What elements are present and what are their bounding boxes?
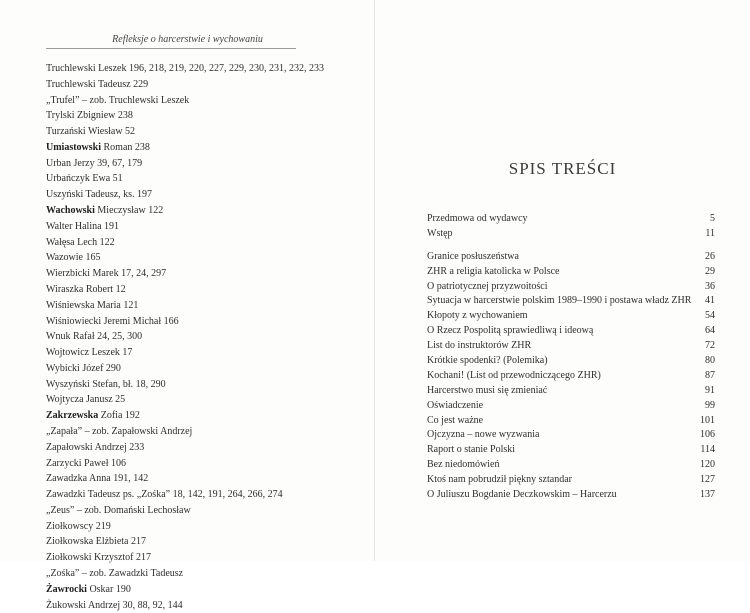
index-entry-bold-surname: Zakrzewska — [46, 410, 99, 422]
toc-entry-page-number: 11 — [705, 227, 715, 239]
toc-entry-page-number: 72 — [705, 340, 715, 352]
index-entry-text: Urbańczyk Ewa 51 — [46, 173, 123, 185]
index-entry — [46, 424, 346, 440]
toc-entry — [427, 354, 715, 369]
toc-entry — [427, 414, 715, 429]
index-entry — [46, 93, 346, 109]
toc-entry-page-number: 54 — [705, 310, 715, 322]
index-entry-text: Trylski Zbigniew 238 — [46, 110, 133, 122]
toc-entry-title: O Juliuszu Bogdanie Deczkowskim – Harcerzu — [427, 489, 617, 501]
index-entry-text: Mieczysław 122 — [94, 205, 164, 217]
toc-entry-title: List do instruktorów ZHR — [427, 340, 532, 352]
index-entry-text: Ziołkowski Krzysztof 217 — [46, 552, 151, 564]
index-entry-text: Truchlewski Leszek 196, 218, 219, 220, 227, 229, 230, 231, 232, 233 — [46, 63, 324, 74]
toc-entry — [427, 227, 715, 242]
index-entry-text: Żukowski Andrzej 30, 88, 92, 144 — [46, 599, 183, 611]
toc-entry-title: Harcerstwo musi się zmieniać — [427, 384, 548, 396]
toc-entry-title: Raport o stanie Polski — [427, 444, 516, 456]
toc-entry — [427, 280, 715, 295]
index-entry-text: Wałęsa Lech 122 — [46, 236, 115, 248]
index-entry-text: Urban Jerzy 39, 67, 179 — [46, 157, 143, 169]
toc-entry — [427, 428, 715, 443]
index-entry — [46, 314, 346, 330]
toc-entry-page-number: 106 — [700, 429, 715, 441]
index-entry — [46, 156, 346, 172]
toc-entry-page-number: 26 — [705, 250, 715, 262]
index-entry — [46, 250, 346, 266]
toc-entry-title: ZHR a religia katolicka w Polsce — [427, 265, 560, 277]
toc-entry — [427, 212, 715, 227]
table-of-contents — [427, 212, 715, 503]
index-entry — [46, 471, 346, 487]
index-entry-text: Wnuk Rafał 24, 25, 300 — [46, 331, 143, 343]
toc-entry — [427, 339, 715, 354]
toc-entry-page-number: 114 — [700, 444, 715, 456]
index-entry-text: Zapałowski Andrzej 233 — [46, 441, 145, 453]
index-entry — [46, 124, 346, 140]
index-entry-bold-surname: Umiastowski — [46, 141, 102, 153]
index-entry-text: Ziołkowscy 219 — [46, 520, 111, 532]
index-entry — [46, 140, 346, 156]
index-entry-text: Uszyński Tadeusz, ks. 197 — [46, 189, 153, 201]
index-entry — [46, 392, 346, 408]
index-entry-text: Roman 238 — [101, 141, 150, 153]
index-entry — [46, 377, 346, 393]
toc-entry-page-number: 101 — [700, 414, 715, 426]
toc-entry — [427, 309, 715, 324]
toc-entry-page-number: 64 — [705, 325, 715, 337]
toc-entry — [427, 324, 715, 339]
toc-entry-page-number: 41 — [705, 295, 715, 307]
toc-entry-title: Wstęp — [427, 227, 453, 239]
toc-entry-page-number: 5 — [710, 213, 715, 224]
index-entry-text: Turzański Wiesław 52 — [46, 126, 136, 138]
index-entry-text: Wiśniowiecki Jeremi Michał 166 — [46, 315, 179, 327]
index-entry — [46, 566, 346, 582]
toc-entry-title: Krótkie spodenki? (Polemika) — [427, 355, 548, 367]
index-entry-text: Wiraszka Robert 12 — [46, 283, 126, 295]
index-entry-text: Truchlewski Tadeusz 229 — [46, 78, 149, 90]
toc-entry-title: Co jest ważne — [427, 414, 484, 426]
index-entry-text: Oskar 190 — [86, 583, 131, 595]
index-entry-text: „Zapała” – zob. Zapałowski Andrzej — [46, 425, 193, 437]
toc-entry-page-number: 87 — [705, 369, 715, 381]
toc-entry — [427, 369, 715, 384]
index-entry — [46, 61, 346, 77]
index-entry — [46, 487, 346, 503]
index-entry-text: Wiśniewska Maria 121 — [46, 299, 139, 311]
toc-entry-title: O patriotycznej przyzwoitości — [427, 280, 548, 292]
index-entry — [46, 282, 346, 298]
index-entry-text: Wojtycza Janusz 25 — [46, 394, 126, 406]
toc-entry-page-number: 91 — [705, 384, 715, 396]
index-entry — [46, 519, 346, 535]
index-entry — [46, 219, 346, 235]
index-entry — [46, 582, 346, 598]
index-entry — [46, 408, 346, 424]
toc-entry-title: Sytuacja w harcerstwie polskim 1989–1990 i postawa władz ZHR — [427, 295, 692, 307]
index-entry — [46, 440, 346, 456]
index-entry-text: Wyszyński Stefan, bł. 18, 290 — [46, 378, 166, 390]
toc-entry-page-number: 120 — [700, 459, 715, 471]
toc-entry-title: Ojczyzna – nowe wyzwania — [427, 429, 540, 441]
toc-entry — [427, 265, 715, 280]
toc-entry-title: Przedmowa od wydawcy — [427, 213, 528, 224]
index-entry-bold-surname: Wachowski — [46, 205, 95, 217]
toc-entry-title: Granice posłuszeństwa — [427, 250, 519, 262]
index-entry-text: Zawadzka Anna 191, 142 — [46, 473, 149, 485]
toc-entry-title: Ktoś nam pobrudził piękny sztandar — [427, 474, 572, 486]
toc-entry-page-number: 127 — [700, 474, 715, 486]
index-entry-bold-surname: Żawrocki — [46, 583, 87, 595]
running-header: Refleksje o harcerstwie i wychowaniu — [112, 34, 263, 45]
index-entry — [46, 171, 346, 187]
index-entry-text: Zarzycki Paweł 106 — [46, 457, 126, 469]
index-entry — [46, 503, 346, 519]
index-entry — [46, 203, 346, 219]
toc-entry-title: Kochani! (List od przewodniczącego ZHR) — [427, 369, 601, 381]
index-entry-text: Zofia 192 — [98, 410, 140, 422]
toc-entry-page-number: 99 — [705, 399, 715, 411]
header-rule — [46, 48, 296, 49]
index-entry-text: Walter Halina 191 — [46, 220, 120, 232]
name-index-list — [46, 61, 346, 613]
toc-entry — [427, 250, 715, 265]
toc-title: SPIS TREŚCI — [508, 159, 617, 179]
index-entry-text: Zawadzki Tadeusz ps. „Zośka” 18, 142, 191, 264, 266, 274 — [46, 489, 283, 501]
right-page — [375, 0, 750, 561]
toc-entry-title: Kłopoty z wychowaniem — [427, 310, 528, 322]
toc-entry — [427, 443, 715, 458]
index-entry — [46, 108, 346, 124]
index-entry-text: „Trufel” – zob. Truchlewski Leszek — [46, 94, 190, 106]
index-entry — [46, 77, 346, 93]
toc-entry-page-number: 36 — [705, 280, 715, 292]
toc-entry-page-number: 137 — [700, 489, 715, 501]
toc-entry-page-number: 80 — [705, 355, 715, 367]
index-entry — [46, 345, 346, 361]
toc-entry-title: Oświadczenie — [427, 399, 484, 411]
index-entry-text: „Zeus” – zob. Domański Lechosław — [46, 504, 191, 516]
toc-entry — [427, 473, 715, 488]
index-entry — [46, 456, 346, 472]
left-page — [0, 0, 375, 611]
toc-entry — [427, 488, 715, 503]
toc-entry — [427, 399, 715, 414]
toc-entry-title: O Rzecz Pospolitą sprawiedliwą i ideową — [427, 325, 594, 337]
index-entry-text: Wierzbicki Marek 17, 24, 297 — [46, 268, 167, 280]
index-entry — [46, 298, 346, 314]
index-entry — [46, 235, 346, 251]
index-entry — [46, 598, 346, 613]
index-entry — [46, 266, 346, 282]
toc-entry-title: Bez niedomówień — [427, 459, 500, 471]
index-entry — [46, 361, 346, 377]
toc-entry-page-number: 29 — [705, 265, 715, 277]
index-entry-text: „Zośka” – zob. Zawadzki Tadeusz — [46, 568, 184, 579]
index-entry — [46, 534, 346, 550]
toc-entry — [427, 384, 715, 399]
index-entry-text: Ziołkowska Elżbieta 217 — [46, 536, 146, 548]
toc-entry — [427, 458, 715, 473]
index-entry-text: Wybicki Józef 290 — [46, 362, 121, 374]
index-entry — [46, 187, 346, 203]
index-entry-text: Wojtowicz Leszek 17 — [46, 347, 133, 359]
toc-entry — [427, 294, 715, 309]
index-entry — [46, 329, 346, 345]
index-entry — [46, 550, 346, 566]
index-entry-text: Wazowie 165 — [46, 252, 101, 264]
